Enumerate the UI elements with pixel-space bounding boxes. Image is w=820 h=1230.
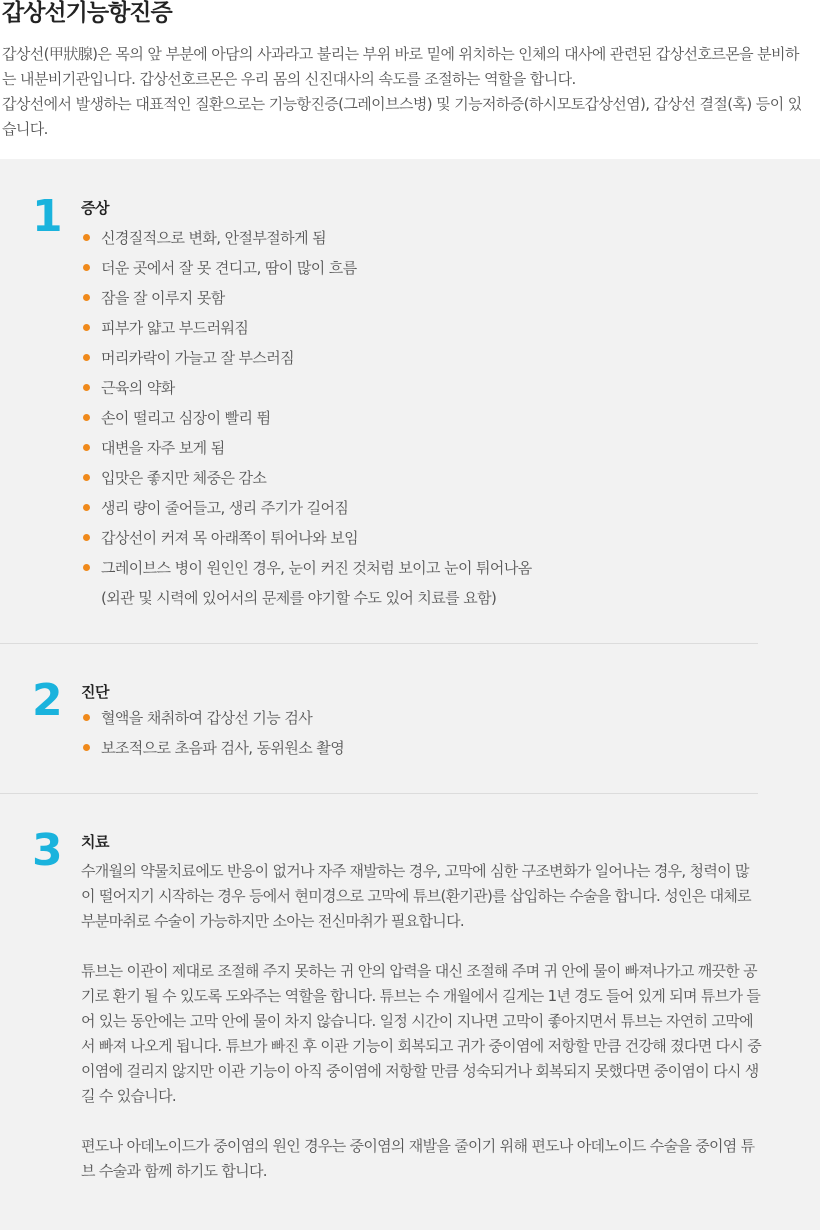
list-item: 손이 떨리고 심장이 빨리 뜀 — [81, 403, 532, 433]
list-item: 혈액을 채취하여 갑상선 기능 검사 — [81, 703, 344, 733]
list-item: 더운 곳에서 잘 못 견디고, 땀이 많이 흐름 — [81, 253, 532, 283]
section-title: 치료 — [81, 833, 109, 851]
treatment-paragraph: 수개월의 약물치료에도 반응이 없거나 자주 재발하는 경우, 고막에 심한 구조변화가 일어나는 경우, 청력이 많이 떨어지기 시작하는 경우 등에서 현미경으로 고막에 튜브(환기관)를 삽입하는 수술을 합니다. 성인은 대체로 부분마취로 수술이 가능하지만 소아는 전신마취가 필요합니다. — [81, 862, 751, 930]
section-number: 2 — [32, 675, 63, 726]
list-item: 입맛은 좋지만 체중은 감소 — [81, 463, 532, 493]
list-item: 갑상선이 커져 목 아래쪽이 튀어나와 보임 — [81, 523, 532, 553]
list-item: 피부가 얇고 부드러워짐 — [81, 313, 532, 343]
symptom-list — [81, 223, 532, 613]
treatment-paragraph: 편도나 아데노이드가 중이염의 원인 경우는 중이염의 재발을 줄이기 위해 편도나 아데노이드 수술을 중이염 튜브 수술과 함께 하기도 합니다. — [81, 1137, 755, 1180]
section-title: 증상 — [81, 199, 109, 217]
page-title: 갑상선기능항진증 — [2, 0, 172, 26]
intro-paragraph-1: 갑상선(甲狀腺)은 목의 앞 부분에 아담의 사과라고 불리는 부위 바로 밑에 위치하는 인체의 대사에 관련된 갑상선호르몬을 분비하는 내분비기관입니다. 갑상선호르몬은 우리 몸의 신진대사의 속도를 조절하는 역할을 합니다. — [2, 45, 799, 88]
list-item: 대변을 자주 보게 됨 — [81, 433, 532, 463]
content-panel — [0, 159, 820, 1230]
bullet-icon — [83, 264, 90, 271]
section-number: 1 — [32, 191, 63, 242]
treatment-paragraph: 튜브는 이관이 제대로 조절해 주지 못하는 귀 안의 압력을 대신 조절해 주며 귀 안에 물이 빠져나가고 깨끗한 공기로 환기 될 수 있도록 도와주는 역할을 합니다. 튜브는 수 개월에서 길게는 1년 경도 들어 있게 되며 튜브가 들어 있는 동안에는 고막 안에 물이 차지 않습니다. 일정 시간이 지나면 고막이 좋아지면서 튜브는 자연히 고막에서 빠져 나오게 됩니다. 튜브가 빠진 후 이관 기능이 회복되고 귀가 중이염에 저항할 만큼 건강해 졌다면 다시 중이염에 걸리지 않지만 이관 기능이 아직 중이염에 저항할 만큼 성숙되거나 회복되지 못했다면 중이염이 다시 생길 수 있습니다. — [81, 962, 761, 1105]
list-item: 근육의 약화 — [81, 373, 532, 403]
bullet-icon — [83, 444, 90, 451]
list-item-note: (외관 및 시력에 있어서의 문제를 야기할 수도 있어 치료를 요함) — [101, 589, 497, 607]
section-divider — [0, 793, 758, 794]
bullet-icon — [83, 384, 90, 391]
bullet-icon — [83, 234, 90, 241]
bullet-icon — [83, 564, 90, 571]
section-title: 진단 — [81, 683, 109, 701]
bullet-icon — [83, 474, 90, 481]
bullet-icon — [83, 354, 90, 361]
bullet-icon — [83, 744, 90, 751]
bullet-icon — [83, 534, 90, 541]
treatment-text — [81, 859, 761, 1209]
bullet-icon — [83, 714, 90, 721]
list-item: 머리카락이 가늘고 잘 부스러짐 — [81, 343, 532, 373]
intro-text — [2, 42, 802, 142]
section-number: 3 — [32, 825, 63, 876]
bullet-icon — [83, 324, 90, 331]
list-item: 신경질적으로 변화, 안절부절하게 됨 — [81, 223, 532, 253]
diagnosis-list — [81, 703, 344, 763]
list-item: 잠을 잘 이루지 못함 — [81, 283, 532, 313]
bullet-icon — [83, 294, 90, 301]
intro-paragraph-2: 갑상선에서 발생하는 대표적인 질환으로는 기능항진증(그레이브스병) 및 기능저하증(하시모토갑상선염), 갑상선 결절(혹) 등이 있습니다. — [2, 95, 802, 138]
bullet-icon — [83, 414, 90, 421]
list-item: 그레이브스 병이 원인인 경우, 눈이 커진 것처럼 보이고 눈이 튀어나옴 (외관 및 시력에 있어서의 문제를 야기할 수도 있어 치료를 요함) — [81, 553, 532, 613]
section-divider — [0, 643, 758, 644]
list-item: 생리 량이 줄어들고, 생리 주기가 길어짐 — [81, 493, 532, 523]
bullet-icon — [83, 504, 90, 511]
list-item: 보조적으로 초음파 검사, 동위원소 촬영 — [81, 733, 344, 763]
